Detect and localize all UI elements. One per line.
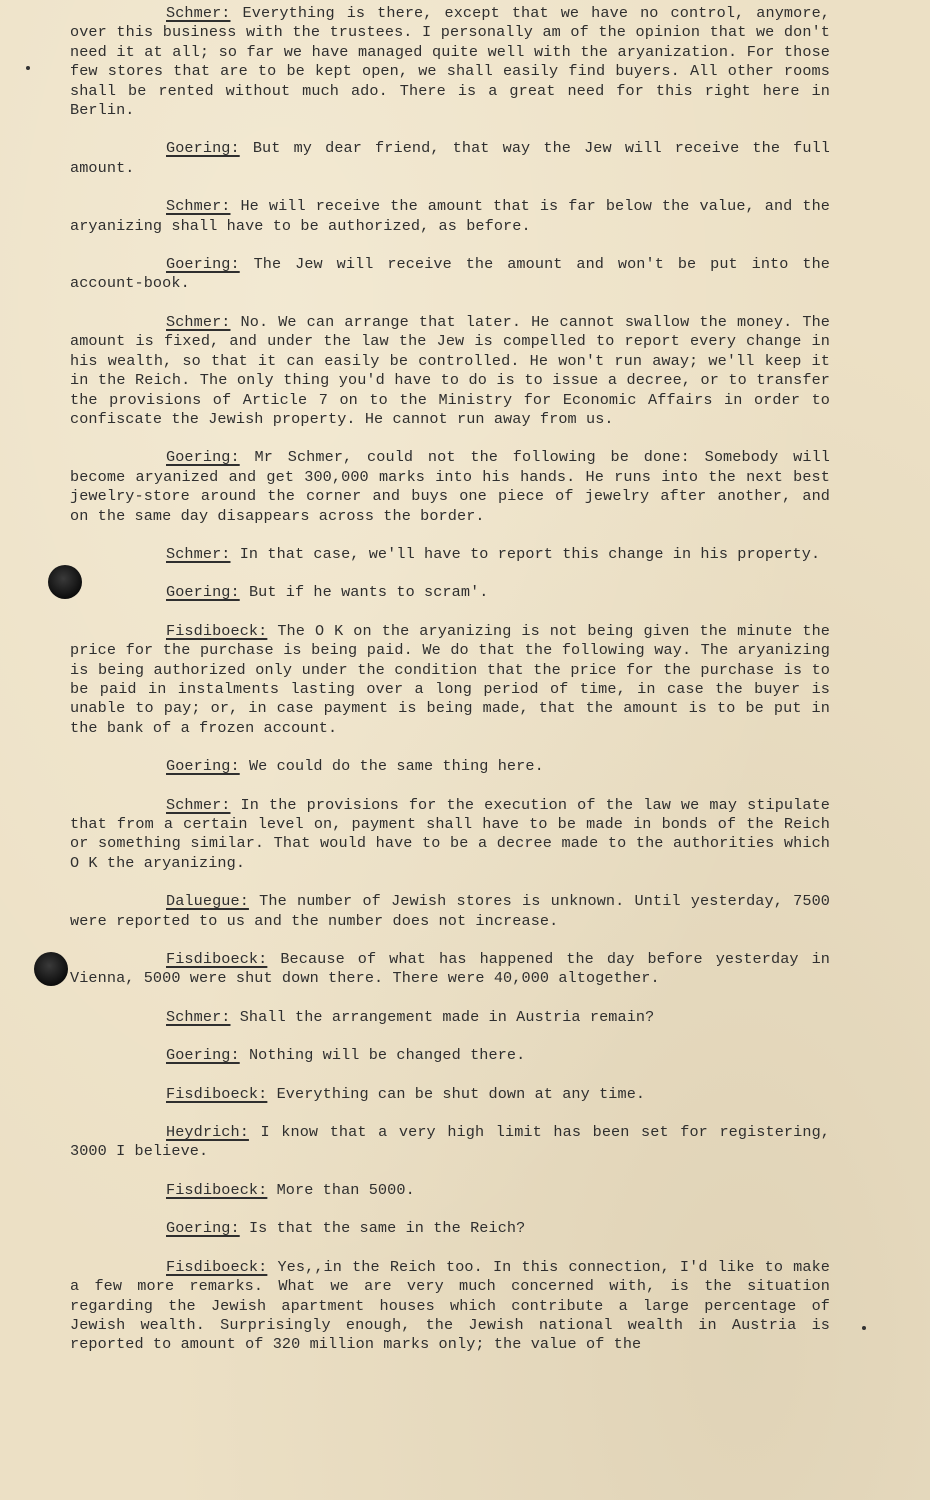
dialogue-paragraph (70, 892, 830, 931)
transcript-body (70, 4, 830, 1374)
dialogue-paragraph (70, 583, 830, 602)
dialogue-paragraph (70, 757, 830, 776)
speaker-name: Fisdiboeck: (166, 1180, 268, 1199)
speaker-name: Goering: (166, 1219, 240, 1238)
speaker-name: Fisdiboeck: (166, 621, 268, 640)
dialogue-paragraph (70, 622, 830, 738)
speaker-name: Goering: (166, 583, 240, 602)
speaker-name: Fisdiboeck: (166, 950, 268, 969)
speaker-name: Goering: (166, 757, 240, 776)
dialogue-paragraph (70, 1008, 830, 1027)
speaker-name: Fisdiboeck: (166, 1084, 268, 1103)
speaker-name: Goering: (166, 448, 240, 467)
speaker-name: Schmer: (166, 197, 231, 216)
dialogue-paragraph (70, 139, 830, 178)
dialogue-paragraph (70, 255, 830, 294)
dialogue-paragraph (70, 950, 830, 989)
dialogue-text: The Jew will receive the amount and won't be put into the account-book. (70, 255, 830, 293)
dialogue-text: No. We can arrange that later. He cannot swallow the money. The amount is fixed, and under the law the Jew is compelled to report every change in his wealth, so that it can easily be controlled. He won't run away; we'll keep it in the Reich. The only thing you'd have to do is to issue a decree, or to transfer the provisions of Article 7 on to the Ministry for Economic Affairs in order to confiscate the Jewish property. He cannot run away from us. (70, 312, 830, 428)
dialogue-text: Because of what has happened the day before yesterday in Vienna, 5000 were shut down there. There were 40,000 altogether. (70, 950, 831, 988)
dialogue-paragraph (70, 796, 830, 874)
dialogue-text: But if he wants to scram'. (248, 583, 489, 602)
speaker-name: Schmer: (166, 4, 231, 22)
dialogue-text: We could do the same thing here. (248, 757, 544, 776)
speaker-name: Daluegue: (166, 892, 249, 911)
dialogue-text: The O K on the aryanizing is not being given the minute the price for the purchase is being paid. We do that the following way. The aryanizing is being authorized only under the condition that the price for the purchase is to be paid in instalments lasting over a long period of time, in case the buyer is unable to pay; or, in case payment is being made, that the amount is to be put in the bank of a frozen account. (70, 621, 830, 737)
dialogue-paragraph (70, 1219, 830, 1238)
dialogue-paragraph (70, 197, 830, 236)
dialogue-paragraph (70, 1181, 830, 1200)
dialogue-paragraph (70, 448, 830, 526)
speaker-name: Schmer: (166, 544, 231, 563)
speaker-name: Goering: (166, 1046, 240, 1065)
paper-speck (26, 66, 30, 70)
dialogue-paragraph (70, 1085, 830, 1104)
speaker-name: Schmer: (166, 1007, 231, 1026)
dialogue-paragraph (70, 1258, 830, 1355)
dialogue-text: Nothing will be changed there. (248, 1046, 526, 1065)
speaker-name: Heydrich: (166, 1123, 249, 1142)
speaker-name: Schmer: (166, 312, 231, 331)
speaker-name: Goering: (166, 139, 240, 158)
punch-hole (34, 952, 68, 986)
dialogue-text: Yes,,in the Reich too. In this connection, I'd like to make a few more remarks. What we are very much concerned with, is the situation regarding the Jewish apartment houses which contribute a large percentage of Jewish wealth. Surprisingly enough, the Jewish national wealth in Austria is reported to amount of 320 million marks only; the value of the (70, 1257, 830, 1354)
dialogue-text: Is that the same in the Reich? (248, 1219, 526, 1238)
dialogue-text: But my dear friend, that way the Jew will receive the full amount. (70, 139, 830, 177)
speaker-name: Schmer: (166, 795, 231, 814)
dialogue-text: Everything can be shut down at any time. (276, 1084, 646, 1103)
dialogue-text: More than 5000. (276, 1180, 415, 1199)
dialogue-paragraph (70, 1123, 830, 1162)
speaker-name: Goering: (166, 255, 240, 274)
dialogue-paragraph (70, 1046, 830, 1065)
dialogue-text: In the provisions for the execution of the law we may stipulate that from a certain level on, payment shall have to be made in bonds of the Reich or something similar. That would have to be a decree made to the authorities which O K the aryanizing. (70, 795, 830, 872)
dialogue-text: The number of Jewish stores is unknown. Until yesterday, 7500 were reported to us and the number does not increase. (70, 892, 830, 930)
paper-speck (862, 1326, 866, 1330)
dialogue-text: I know that a very high limit has been set for registering, 3000 I believe. (70, 1123, 831, 1161)
speaker-name: Fisdiboeck: (166, 1257, 268, 1276)
dialogue-text: He will receive the amount that is far below the value, and the aryanizing shall have to be authorized, as before. (70, 197, 830, 235)
dialogue-text: Mr Schmer, could not the following be done: Somebody will become aryanized and get 300,000 marks into his hands. He runs into the next best jewelry-store around the corner and buys one piece of jewelry after another, and on the same day disappears across the border. (70, 448, 831, 525)
dialogue-paragraph (70, 545, 830, 564)
dialogue-paragraph (70, 313, 830, 429)
dialogue-text: In that case, we'll have to report this change in his property. (239, 544, 821, 563)
dialogue-text: Shall the arrangement made in Austria remain? (239, 1007, 655, 1026)
dialogue-text: Everything is there, except that we have no control, anymore, over this business with the trustees. I personally am of the opinion that we don't need it at all; so far we have managed quite well with the aryanization. For those few stores that are to be kept open, we shall easily find buyers. All other rooms shall be rented without much ado. There is a great need for this right here in Berlin. (70, 4, 830, 120)
dialogue-paragraph (70, 4, 830, 120)
